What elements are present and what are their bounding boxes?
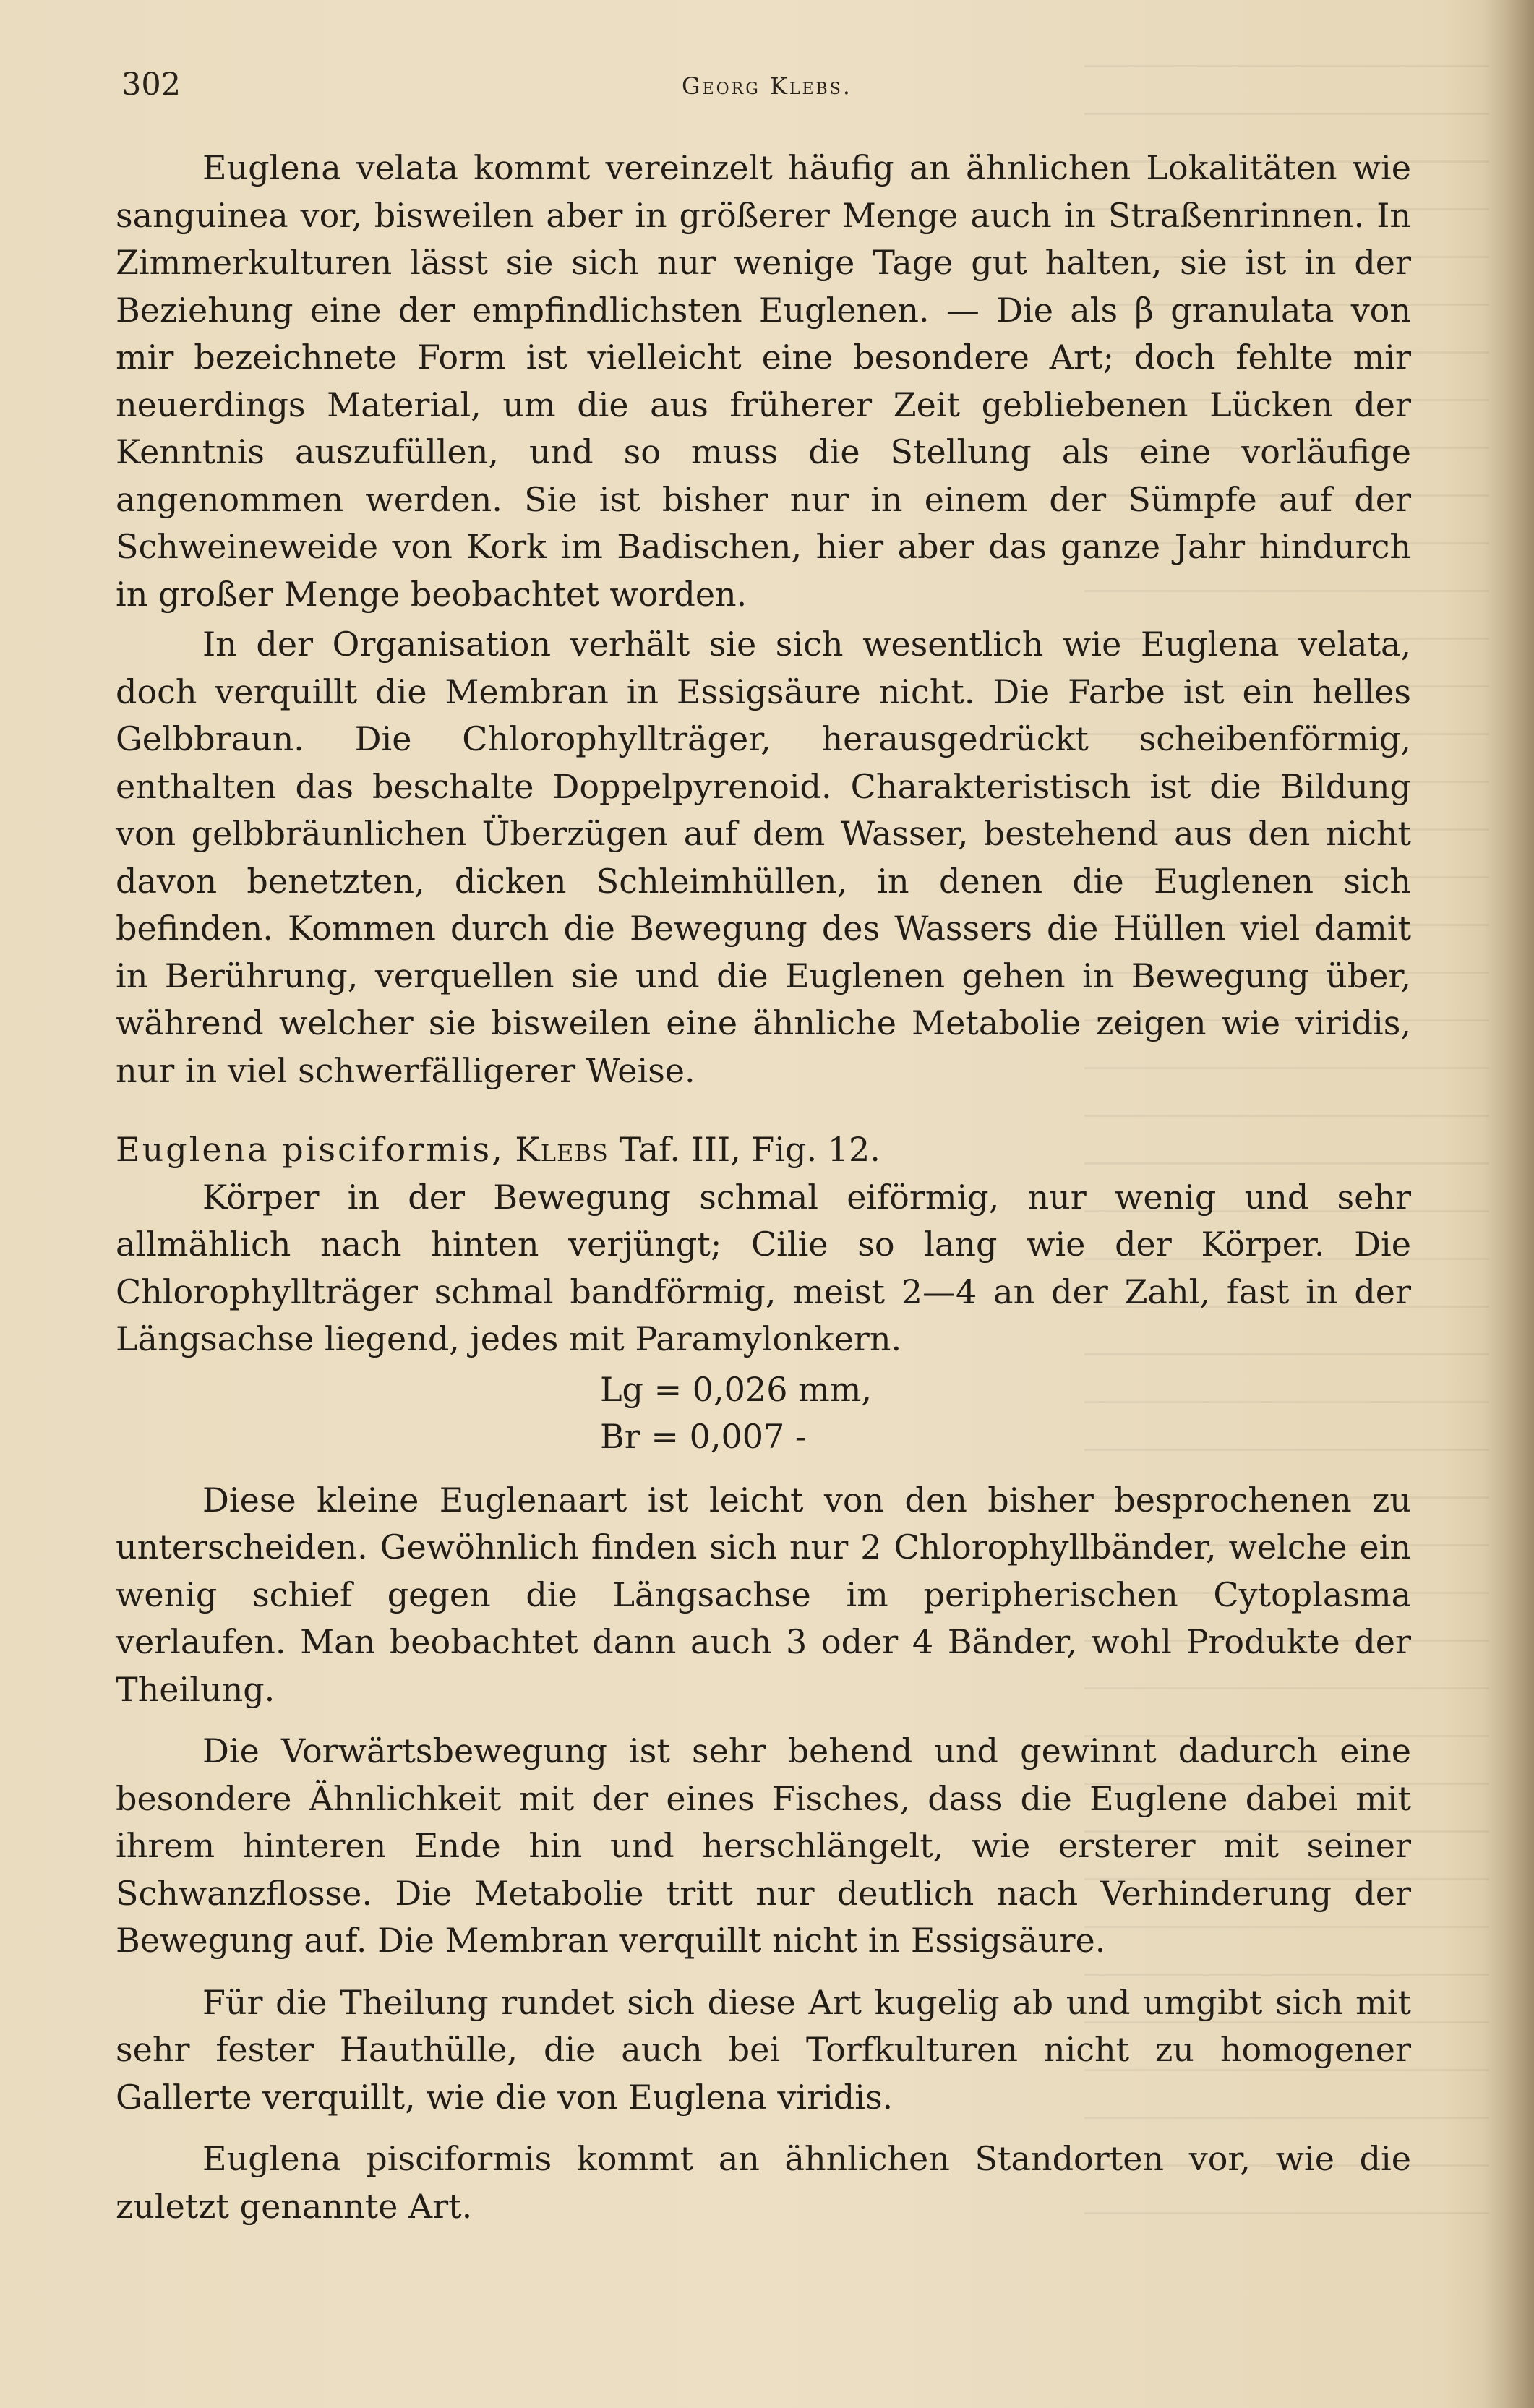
measurements [116, 1366, 1411, 1461]
measurement-length-row [116, 1366, 1411, 1414]
paragraph: Euglena pisciformis kommt an ähnlichen Standorten vor, wie die zuletzt genannte Art. [116, 2139, 1411, 2226]
page-number: 302 [121, 67, 181, 103]
paragraph: Diese kleine Euglenaart ist leicht von den bisher besprochenen zu unterscheiden. Gewöhnlich finden sich nur 2 Chlorophyllbänder, welche ein wenig schief gegen die Längsachse im peripherischen Cytoplasma verlaufen. Man beobachtet dann auch 3 oder 4 Bänder, wohl Produkte der Theilung. [116, 1480, 1411, 1709]
species-heading [116, 1126, 1411, 1174]
paragraph: Die Vorwärtsbewegung ist sehr behend und gewinnt dadurch eine besondere Ähnlichkeit mit der eines Fisches, dass die Euglene dabei mit ihrem hinteren Ende hin und herschlängelt, wie ersterer mit seiner Schwanzflosse. Die Metabolie tritt nur deutlich nach Verhinderung der Bewegung auf. Die Membran verquillt nicht in Essigsäure. [116, 1731, 1411, 1960]
paragraph: In der Organisation verhält sie sich wesentlich wie Euglena velata, doch verquillt die Membran in Essigsäure nicht. Die Farbe ist ein helles Gelbbraun. Die Chlorophyllträger, herausgedrückt scheibenförmig, enthalten das beschalte Doppelpyrenoid. Charakteristisch ist die Bildung von gelbbräunlichen Überzügen auf dem Wasser, bestehend aus den nicht davon benetzten, dicken Schleimhüllen, in denen die Euglenen sich befinden. Kommen durch die Bewegung des Wassers die Hüllen viel damit in Berührung, verquellen sie und die Euglenen gehen in Bewegung über, während welcher sie bisweilen eine ähnliche Metabolie zeigen wie viridis, nur in viel schwerfälligerer Weise. [116, 625, 1411, 1090]
measurement-breadth: Br = 0,007 - [600, 1417, 807, 1456]
running-head: Georg Klebs. [682, 72, 852, 100]
body-text [116, 145, 1411, 2230]
paragraph: Euglena velata kommt vereinzelt häufig an ähnlichen Lokalitäten wie sanguinea vor, bisweilen aber in größerer Menge auch in Straßenrinnen. In Zimmerkulturen lässt sie sich nur wenige Tage gut halten, sie ist in der Beziehung eine der empfindlichsten Euglenen. — Die als β granulata von mir bezeichnete Form ist vielleicht eine besondere Art; doch fehlte mir neuerdings Material, um die aus früherer Zeit gebliebenen Lücken der Kenntnis auszufüllen, und so muss die Stellung als eine vorläufige angenommen werden. Sie ist bisher nur in einem der Sümpfe auf der Schweineweide von Kork im Badischen, hier aber das ganze Jahr hindurch in großer Menge beobachtet worden. [116, 148, 1411, 614]
species-name: Euglena pisciformis, [116, 1130, 505, 1169]
measurement-length: Lg = 0,026 mm, [600, 1369, 872, 1409]
paragraph: Für die Theilung rundet sich diese Art kugelig ab und umgibt sich mit sehr fester Hauthülle, die auch bei Torfkulturen nicht zu homogener Gallerte verquillt, wie die von Euglena viridis. [116, 1982, 1411, 2117]
measurement-breadth-row [116, 1413, 1411, 1461]
figure-reference: Taf. III, Fig. 12. [619, 1130, 880, 1169]
species-description: Körper in der Bewegung schmal eiförmig, nur wenig und sehr allmählich nach hinten verjüngt; Cilie so lang wie der Körper. Die Chlorophyllträger schmal bandförmig, meist 2—4 an der Zahl, fast in der Längsachse liegend, jedes mit Paramylonkern. [116, 1177, 1411, 1358]
binding-gutter-shadow [1483, 0, 1534, 2408]
page-header [0, 0, 1534, 116]
species-author: Klebs [515, 1130, 609, 1169]
